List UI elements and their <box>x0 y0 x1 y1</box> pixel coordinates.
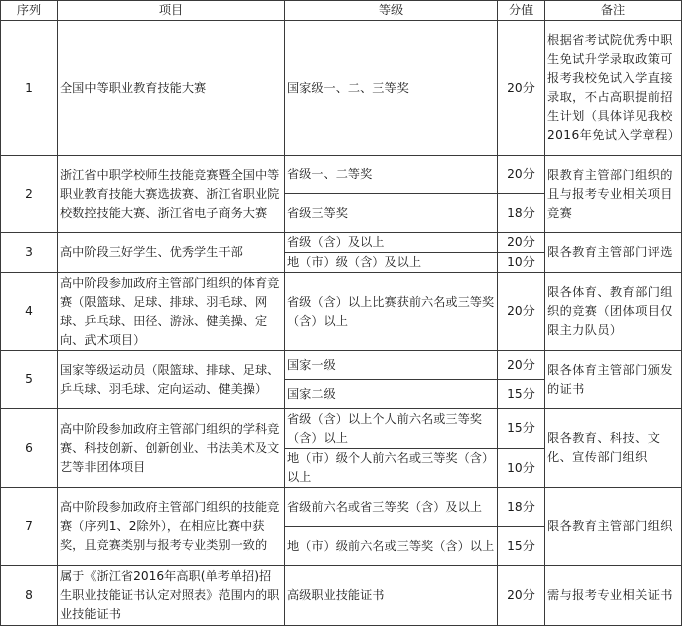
note-cell: 限各体育、教育部门组织的竞赛（团体项目仅限主力队员） <box>545 273 682 351</box>
level-cell: 国家级一、二、三等奖 <box>285 21 498 156</box>
seq-cell: 5 <box>1 351 58 409</box>
project-cell: 高中阶段参加政府主管部门组织的体育竞赛（限篮球、足球、排球、羽毛球、网球、乒乓球、田径、游泳、健美操、定向、武术项目） <box>58 273 285 351</box>
header-project: 项目 <box>58 1 285 21</box>
project-cell: 高中阶段三好学生、优秀学生干部 <box>58 233 285 273</box>
table-row <box>1 233 682 253</box>
level-cell: 省级（含）及以上 <box>285 233 498 253</box>
note-cell: 限各教育主管部门评选 <box>545 233 682 273</box>
level-cell: 地（市）级个人前六名或三等奖（含）以上 <box>285 449 498 488</box>
project-cell: 高中阶段参加政府主管部门组织的技能竞赛（序列1、2除外），在相应比赛中获奖，且竞赛类别与报考专业类别一致的 <box>58 488 285 566</box>
level-cell: 高级职业技能证书 <box>285 566 498 626</box>
score-cell: 20分 <box>498 566 545 626</box>
score-cell: 18分 <box>498 488 545 527</box>
level-cell: 国家二级 <box>285 380 498 409</box>
level-cell: 地（市）级前六名或三等奖（含）以上 <box>285 527 498 566</box>
score-cell: 10分 <box>498 449 545 488</box>
level-cell: 省级一、二等奖 <box>285 156 498 194</box>
note-cell: 根据省考试院优秀中职生免试升学录取政策可报考我校免试入学直接录取，不占高职提前招生计划（具体详见我校2016年免试入学章程） <box>545 21 682 156</box>
score-cell: 15分 <box>498 380 545 409</box>
table-row <box>1 273 682 351</box>
level-cell: 国家一级 <box>285 351 498 380</box>
seq-cell: 4 <box>1 273 58 351</box>
score-cell: 10分 <box>498 253 545 273</box>
score-cell: 15分 <box>498 527 545 566</box>
header-level: 等级 <box>285 1 498 21</box>
seq-cell: 1 <box>1 21 58 156</box>
level-cell: 地（市）级（含）及以上 <box>285 253 498 273</box>
seq-cell: 8 <box>1 566 58 626</box>
project-cell: 全国中等职业教育技能大赛 <box>58 21 285 156</box>
seq-cell: 6 <box>1 409 58 488</box>
project-cell: 浙江省中职学校师生技能竞赛暨全国中等职业教育技能大赛选拔赛、浙江省职业院校数控技能大赛、浙江省电子商务大赛 <box>58 156 285 233</box>
note-cell: 需与报考专业相关证书 <box>545 566 682 626</box>
score-cell: 20分 <box>498 233 545 253</box>
score-cell: 20分 <box>498 351 545 380</box>
header-note: 备注 <box>545 1 682 21</box>
table-row <box>1 488 682 527</box>
seq-cell: 3 <box>1 233 58 273</box>
level-cell: 省级（含）以上个人前六名或三等奖（含）以上 <box>285 409 498 449</box>
level-cell: 省级前六名或省三等奖（含）及以上 <box>285 488 498 527</box>
table-row <box>1 156 682 194</box>
note-cell: 限各教育、科技、文化、宣传部门组织 <box>545 409 682 488</box>
header-seq: 序列 <box>1 1 58 21</box>
score-cell: 15分 <box>498 409 545 449</box>
header-row <box>1 1 682 21</box>
score-cell: 20分 <box>498 156 545 194</box>
project-cell: 高中阶段参加政府主管部门组织的学科竞赛、科技创新、创新创业、书法美术及文艺等非团体项目 <box>58 409 285 488</box>
header-score: 分值 <box>498 1 545 21</box>
note-cell: 限各体育主管部门颁发的证书 <box>545 351 682 409</box>
seq-cell: 2 <box>1 156 58 233</box>
table-row <box>1 409 682 449</box>
project-cell: 国家等级运动员（限篮球、排球、足球、乒乓球、羽毛球、定向运动、健美操） <box>58 351 285 409</box>
table-row <box>1 21 682 156</box>
level-cell: 省级（含）以上比赛获前六名或三等奖（含）以上 <box>285 273 498 351</box>
note-cell: 限教育主管部门组织的且与报考专业相关项目竞赛 <box>545 156 682 233</box>
score-cell: 20分 <box>498 21 545 156</box>
level-cell: 省级三等奖 <box>285 194 498 233</box>
table-row <box>1 351 682 380</box>
score-cell: 20分 <box>498 273 545 351</box>
table-row <box>1 566 682 626</box>
note-cell: 限各教育主管部门组织 <box>545 488 682 566</box>
project-cell: 属于《浙江省2016年高职(单考单招)招生职业技能证书认定对照表》范围内的职业技能证书 <box>58 566 285 626</box>
seq-cell: 7 <box>1 488 58 566</box>
score-cell: 18分 <box>498 194 545 233</box>
